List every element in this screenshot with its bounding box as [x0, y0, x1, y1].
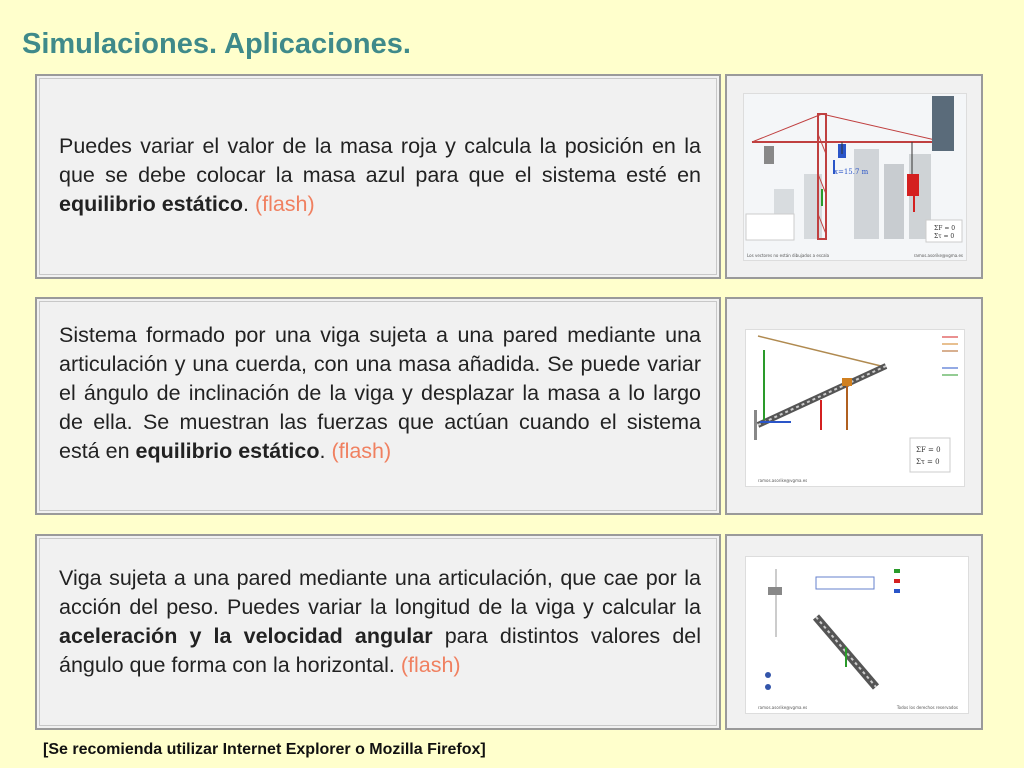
description-text: Viga sujeta a una pared mediante una articulación, que cae por la acción del peso. Puedes variar la longitud de la viga y calcular la — [59, 566, 701, 619]
description-cell — [35, 534, 721, 730]
description-bold: aceleración y la velocidad angular — [59, 624, 433, 648]
flash-link[interactable]: (flash) — [254, 192, 315, 216]
description-cell — [35, 74, 721, 279]
simulation-row-3 — [35, 534, 983, 730]
falling-beam-thumbnail[interactable] — [745, 556, 969, 714]
thumbnail-credit: Todos los derechos reservados — [896, 705, 958, 710]
browser-recommendation: [Se recomienda utilizar Internet Explorer o Mozilla Firefox] — [43, 741, 486, 758]
beam-diagram — [746, 330, 964, 486]
description-text-after: . — [319, 439, 332, 463]
svg-text:Στ = 0: Στ = 0 — [916, 458, 940, 466]
simulation-description — [59, 564, 701, 680]
svg-text:ΣF = 0: ΣF = 0 — [916, 446, 941, 454]
flash-link[interactable]: (flash) — [400, 653, 461, 677]
description-text-after: . — [242, 192, 255, 216]
thumbnail-credit: ramos.asorike@vgma.es — [913, 253, 963, 258]
description-text: Sistema formado por una viga sujeta a una pared mediante una articulación y una cuerda, con una masa añadida. Se puede variar el ángulo de inclinación de la viga y desplazar la masa a lo largo de ella. Se muestran las fuerzas que actúan cuando el sistema está en — [59, 323, 701, 463]
thumbnail-cell — [725, 74, 983, 279]
thumbnail-cell — [725, 297, 983, 515]
crane-diagram — [744, 94, 966, 260]
thumbnail-caption: Los vectores no están dibujados a escala — [747, 253, 830, 258]
beam-simulation-thumbnail[interactable] — [745, 329, 965, 487]
simulation-description — [59, 321, 701, 466]
description-bold: equilibrio estático — [59, 192, 243, 216]
description-text: Puedes variar el valor de la masa roja y calcula la posición en la que se debe colocar la masa azul para que el sistema esté en — [59, 134, 701, 187]
crane-simulation-thumbnail[interactable] — [743, 93, 967, 261]
simulation-row-2 — [35, 297, 983, 515]
description-text-after: para distintos valores del ángulo que forma con la horizontal. — [59, 624, 702, 677]
thumbnail-cell — [725, 534, 983, 730]
flash-link[interactable]: (flash) — [331, 439, 392, 463]
thumbnail-caption: ramos.asorike@vgma.es — [758, 478, 808, 483]
description-cell — [35, 297, 721, 515]
thumbnail-caption: ramos.asorike@vgma.es — [758, 705, 808, 710]
simulation-row-1 — [35, 74, 983, 279]
svg-text:x=15.7 m: x=15.7 m — [834, 168, 869, 176]
svg-text:Στ = 0: Στ = 0 — [934, 233, 955, 240]
falling-beam-diagram — [746, 557, 968, 713]
svg-text:ΣF = 0: ΣF = 0 — [934, 225, 956, 232]
simulation-description — [59, 132, 701, 219]
description-bold: equilibrio estático — [135, 439, 320, 463]
page-title: Simulaciones. Aplicaciones. — [22, 28, 411, 60]
